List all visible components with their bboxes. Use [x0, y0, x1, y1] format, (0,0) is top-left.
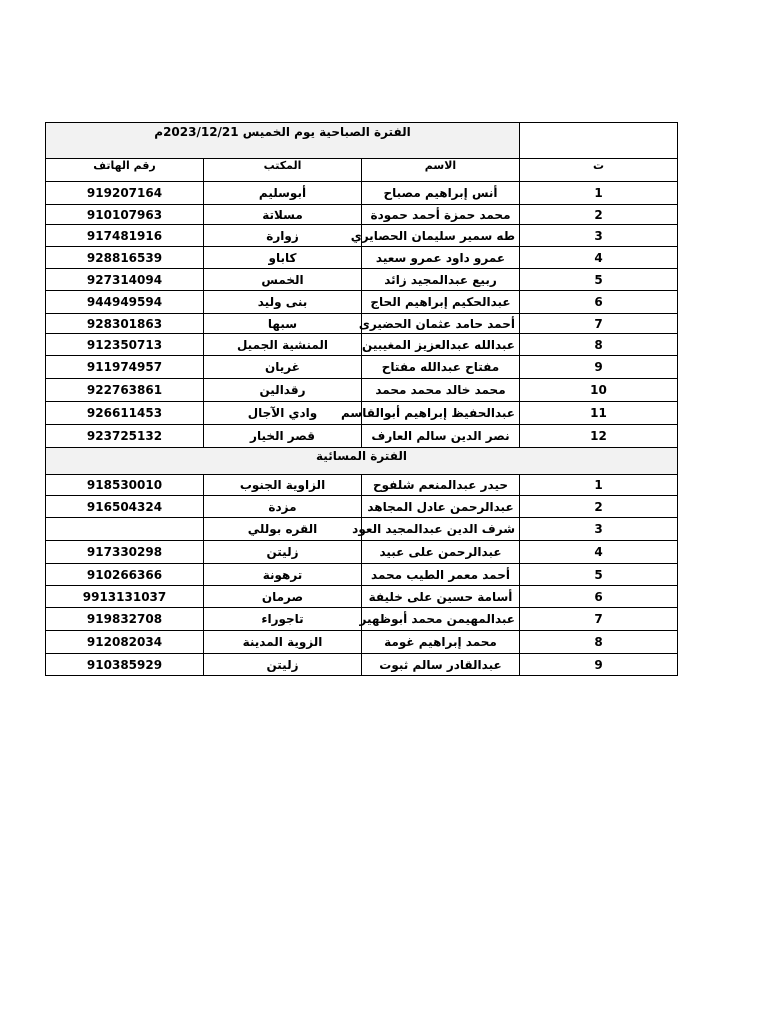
num-cell: 12	[520, 425, 678, 448]
num-cell: 10	[520, 379, 678, 402]
office-cell: زليتن	[204, 654, 362, 676]
duty-roster-table	[45, 122, 678, 676]
roster-body	[46, 123, 678, 676]
office-cell: القره بوللي	[204, 518, 362, 541]
name-cell: محمد خالد محمد محمد	[362, 379, 520, 402]
num-cell: 7	[520, 608, 678, 631]
phone-cell: 922763861	[46, 379, 204, 402]
office-cell: زوارة	[204, 225, 362, 247]
office-cell: صرمان	[204, 586, 362, 608]
office-cell: كاباو	[204, 247, 362, 269]
num-cell: 6	[520, 291, 678, 314]
title-blank-cell	[520, 123, 678, 159]
name-cell: عبدالرحمن على عبيد	[362, 541, 520, 564]
office-cell: أبوسليم	[204, 182, 362, 205]
table-row	[46, 182, 678, 205]
name-cell: نصر الدين سالم العارف	[362, 425, 520, 448]
phone-cell: 944949594	[46, 291, 204, 314]
phone-cell: 910107963	[46, 205, 204, 225]
table-row	[46, 425, 678, 448]
table-row	[46, 225, 678, 247]
num-cell: 7	[520, 314, 678, 334]
office-cell: مزدة	[204, 496, 362, 518]
phone-cell: 917481916	[46, 225, 204, 247]
table-row	[46, 564, 678, 586]
office-cell: تاجوراء	[204, 608, 362, 631]
name-cell: عبدالحفيظ إبراهيم أبوالقاسم	[362, 402, 520, 425]
morning-title: الفترة الصباحية يوم الخميس 2023/12/21م	[46, 123, 520, 159]
header-phone: رقم الهاتف	[46, 159, 204, 182]
name-cell: عبدالرحمن عادل المجاهد	[362, 496, 520, 518]
phone-cell: 912082034	[46, 631, 204, 654]
num-cell: 11	[520, 402, 678, 425]
table-row	[46, 334, 678, 356]
phone-cell: 919832708	[46, 608, 204, 631]
phone-cell: 926611453	[46, 402, 204, 425]
table-row	[46, 379, 678, 402]
name-cell: عبدالله عبدالعزيز المغيبين	[362, 334, 520, 356]
morning-title-row	[46, 123, 678, 159]
phone-cell: 927314094	[46, 269, 204, 291]
table-row	[46, 654, 678, 676]
office-cell: رقدالين	[204, 379, 362, 402]
office-cell: الخمس	[204, 269, 362, 291]
phone-cell: 910385929	[46, 654, 204, 676]
num-cell: 3	[520, 518, 678, 541]
name-cell: ربيع عبدالمجيد زائد	[362, 269, 520, 291]
phone-cell: 910266366	[46, 564, 204, 586]
name-cell: عبدالمهيمن محمد أبوظهير	[362, 608, 520, 631]
name-cell: محمد إبراهيم غومة	[362, 631, 520, 654]
num-cell: 5	[520, 269, 678, 291]
header-name: الاسم	[362, 159, 520, 182]
num-cell: 2	[520, 205, 678, 225]
name-cell: حيدر عبدالمنعم شلفوح	[362, 475, 520, 496]
evening-section-row	[46, 448, 678, 475]
num-cell: 8	[520, 334, 678, 356]
num-cell: 4	[520, 541, 678, 564]
table-row	[46, 496, 678, 518]
table-row	[46, 608, 678, 631]
office-cell: زليتن	[204, 541, 362, 564]
name-cell: أحمد حامد عثمان الحضيرى	[362, 314, 520, 334]
num-cell: 3	[520, 225, 678, 247]
office-cell: قصر الخيار	[204, 425, 362, 448]
header-num: ت	[520, 159, 678, 182]
num-cell: 9	[520, 654, 678, 676]
table-row	[46, 631, 678, 654]
table-row	[46, 291, 678, 314]
phone-cell: 911974957	[46, 356, 204, 379]
office-cell: الزوية المدينة	[204, 631, 362, 654]
num-cell: 6	[520, 586, 678, 608]
header-office: المكتب	[204, 159, 362, 182]
num-cell: 8	[520, 631, 678, 654]
phone-cell: 923725132	[46, 425, 204, 448]
num-cell: 2	[520, 496, 678, 518]
phone-cell: 928816539	[46, 247, 204, 269]
office-cell: المنشية الجميل	[204, 334, 362, 356]
table-row	[46, 541, 678, 564]
table-row	[46, 314, 678, 334]
name-cell: أسامة حسين على خليفة	[362, 586, 520, 608]
phone-cell: 918530010	[46, 475, 204, 496]
table-row	[46, 475, 678, 496]
name-cell: عبدالحكيم إبراهيم الحاج	[362, 291, 520, 314]
name-cell: عبدالقادر سالم ثبوت	[362, 654, 520, 676]
name-cell: طه سمير سليمان الحصايري	[362, 225, 520, 247]
office-cell: مسلاتة	[204, 205, 362, 225]
office-cell: سبها	[204, 314, 362, 334]
phone-cell: 928301863	[46, 314, 204, 334]
table-row	[46, 356, 678, 379]
office-cell: الزاوية الجنوب	[204, 475, 362, 496]
office-cell: غريان	[204, 356, 362, 379]
evening-title: الفترة المسائية	[46, 448, 678, 475]
table-row	[46, 247, 678, 269]
office-cell: وادي الآجال	[204, 402, 362, 425]
phone-cell: 912350713	[46, 334, 204, 356]
name-cell: محمد حمزة أحمد حمودة	[362, 205, 520, 225]
num-cell: 1	[520, 182, 678, 205]
phone-cell	[46, 518, 204, 541]
table-row	[46, 586, 678, 608]
name-cell: مفتاح عبدالله مفتاح	[362, 356, 520, 379]
table-row	[46, 518, 678, 541]
name-cell: أنس إبراهيم مصباح	[362, 182, 520, 205]
phone-cell: 917330298	[46, 541, 204, 564]
phone-cell: 9913131037	[46, 586, 204, 608]
name-cell: أحمد معمر الطيب محمد	[362, 564, 520, 586]
phone-cell: 916504324	[46, 496, 204, 518]
table-row	[46, 269, 678, 291]
name-cell: شرف الدين عبدالمجيد العود	[362, 518, 520, 541]
num-cell: 4	[520, 247, 678, 269]
num-cell: 1	[520, 475, 678, 496]
num-cell: 9	[520, 356, 678, 379]
header-row	[46, 159, 678, 182]
num-cell: 5	[520, 564, 678, 586]
phone-cell: 919207164	[46, 182, 204, 205]
office-cell: بنى وليد	[204, 291, 362, 314]
name-cell: عمرو داود عمرو سعيد	[362, 247, 520, 269]
office-cell: ترهونة	[204, 564, 362, 586]
table-row	[46, 402, 678, 425]
table-row	[46, 205, 678, 225]
